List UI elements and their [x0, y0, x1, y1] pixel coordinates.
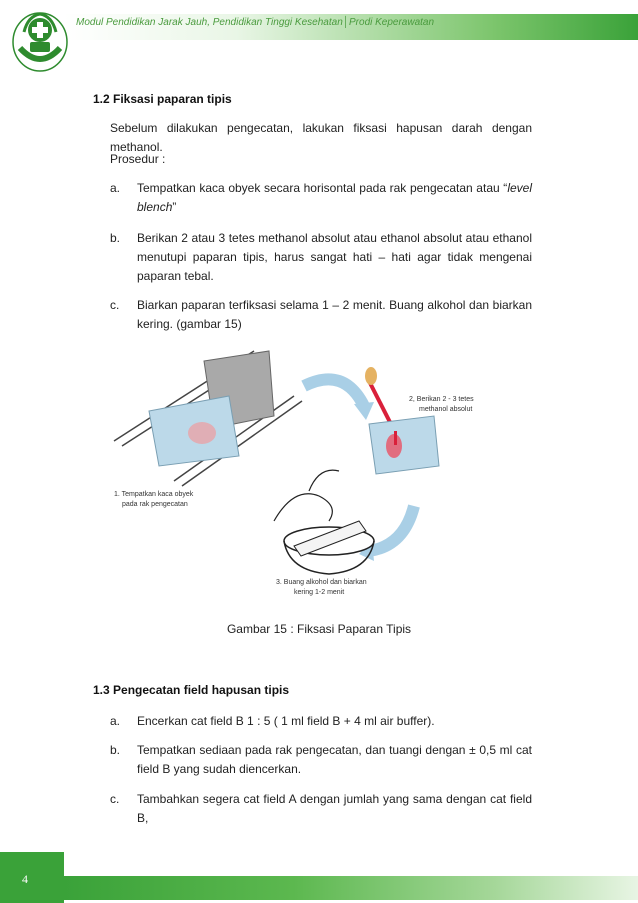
section-heading-1-2: 1.2 Fiksasi paparan tipis [93, 92, 232, 106]
list-text: Tempatkan kaca obyek secara horisontal pada rak pengecatan atau “level blench” [137, 181, 532, 214]
fixation-illustration [104, 346, 474, 601]
list-text: Berikan 2 atau 3 tetes methanol absolut atau ethanol absolut atau ethanol menutupi paparan tipis, harus sangat hati – hati agar tidak mengenai paparan tebal. [137, 231, 532, 283]
list-text: Tambahkan segera cat field A dengan jumlah yang sama dengan cat field B, [137, 792, 532, 825]
list-text: Biarkan paparan terfiksasi selama 1 – 2 menit. Buang alkohol dan biarkan kering. (gambar 15) [137, 298, 532, 331]
figure-label-3b: kering 1-2 menit [294, 589, 345, 596]
list-item [110, 229, 532, 286]
page-number-box [0, 852, 64, 903]
step-arrow-1 [304, 379, 364, 406]
step-arrow-2 [369, 506, 414, 551]
list-marker: c. [110, 298, 120, 312]
procedure-label: Prosedur : [110, 152, 166, 166]
figure-label-2a: 2, Berikan 2 - 3 tetes [409, 396, 474, 403]
figure-caption: Gambar 15 : Fiksasi Paparan Tipis [226, 622, 412, 636]
list-marker: b. [110, 231, 121, 245]
list-text: Encerkan cat field B 1 : 5 ( 1 ml field B + 4 ml air buffer). [137, 714, 435, 728]
figure-label-1b: pada rak pengecatan [122, 501, 188, 508]
bakti-husada-logo [10, 8, 70, 74]
page-number: 4 [22, 872, 28, 886]
figure-label-3a: 3. Buang alkohol dan biarkan [276, 579, 367, 586]
running-title: Modul Pendidikan Jarak Jauh, Pendidikan Tinggi Kesehatan│Prodi Keperawatan [76, 17, 435, 28]
list-item [110, 712, 532, 731]
list-marker: b. [110, 743, 121, 757]
list-item [110, 741, 532, 779]
section-heading-1-3: 1.3 Pengecatan field hapusan tipis [93, 683, 290, 697]
list-item [110, 179, 532, 217]
page-header [0, 0, 638, 70]
figure-label-2b: methanol absolut [419, 406, 473, 413]
section-intro: Sebelum dilakukan pengecatan, lakukan fiksasi hapusan darah dengan methanol. [110, 121, 532, 154]
list-marker: a. [110, 181, 121, 195]
list-text: Tempatkan sediaan pada rak pengecatan, dan tuangi dengan ± 0,5 ml cat field B yang sudah diencerkan. [137, 743, 532, 776]
list-item [110, 296, 532, 334]
list-marker: a. [110, 714, 121, 728]
list-item [110, 790, 532, 828]
list-marker: c. [110, 792, 120, 806]
figure-label-1a: 1. Tempatkan kaca obyek [114, 491, 194, 498]
footer-green-band [64, 876, 638, 900]
